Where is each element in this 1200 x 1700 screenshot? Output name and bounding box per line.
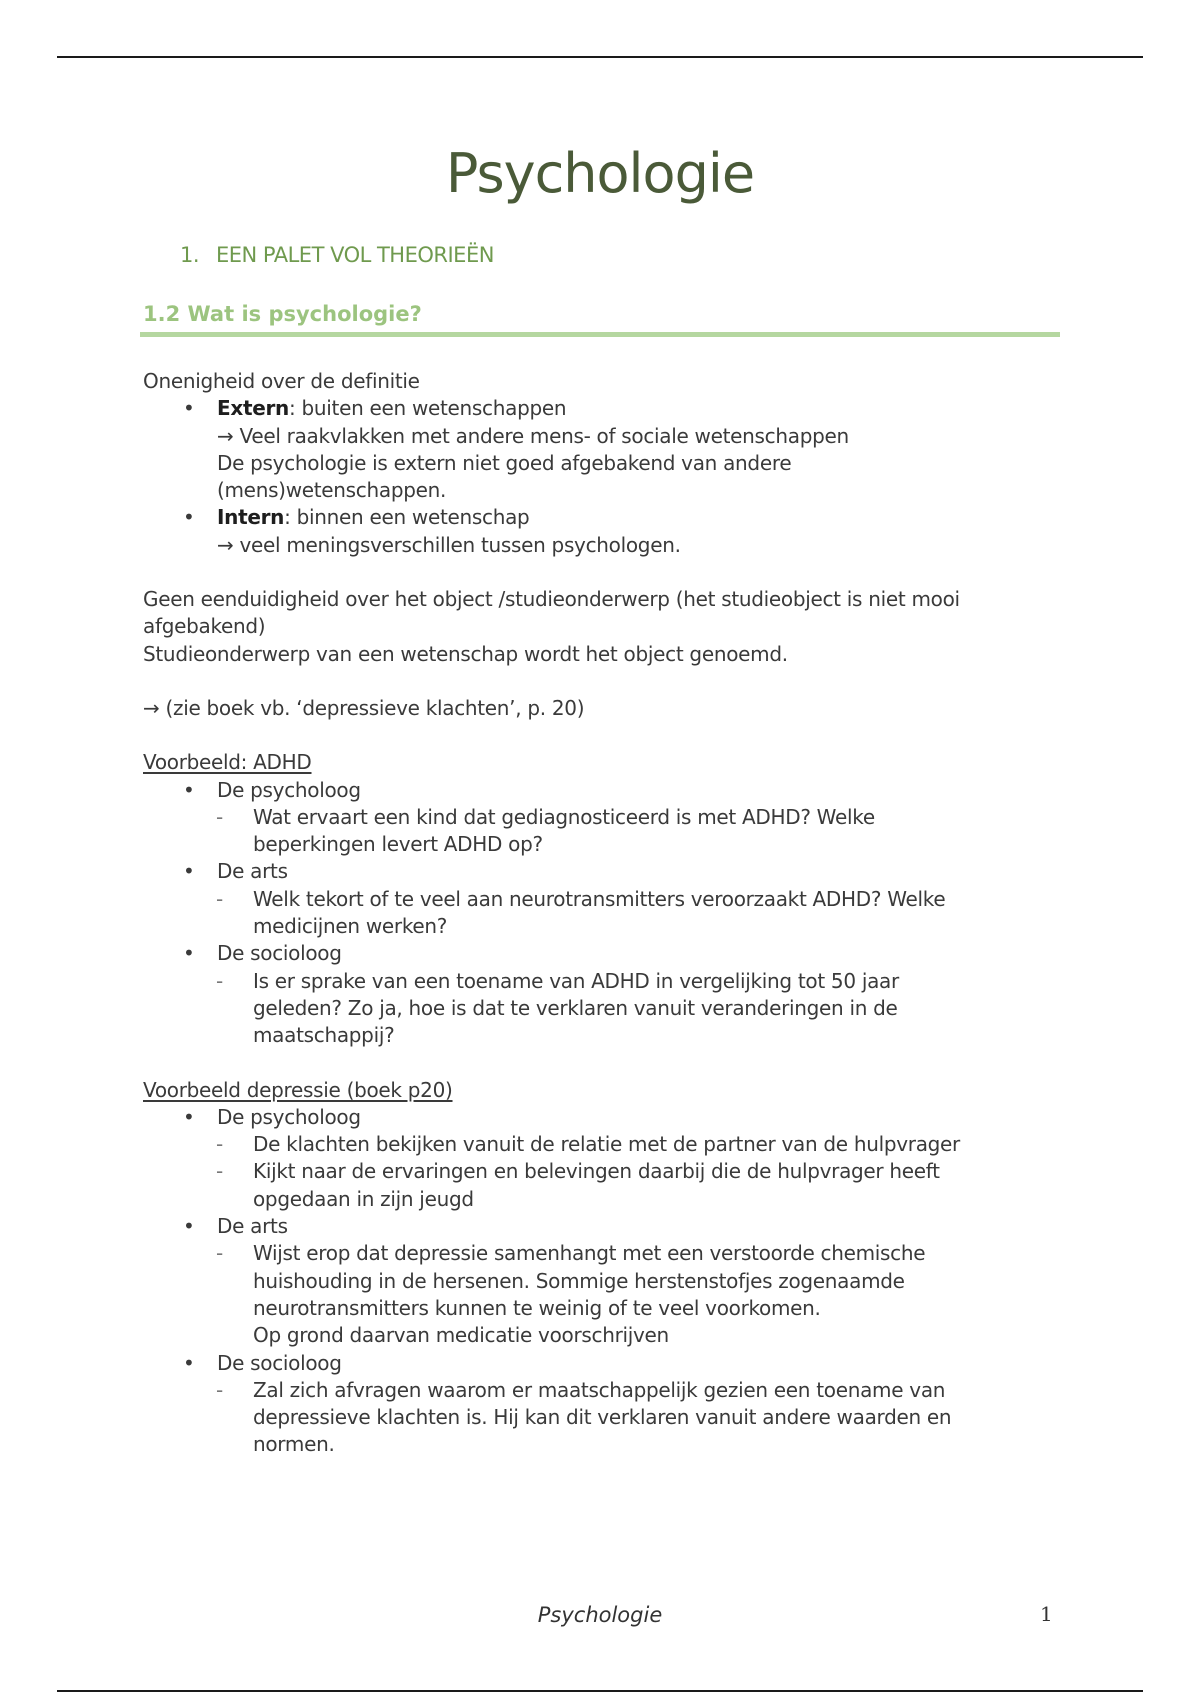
list-item xyxy=(143,1104,1063,1131)
bullet: • xyxy=(183,505,195,530)
document-title: Psychologie xyxy=(445,142,755,205)
term-intern: Intern xyxy=(217,505,285,530)
text-line: geleden? Zo ja, hoe is dat te verklaren vanuit veranderingen in de xyxy=(253,995,898,1020)
header-rule xyxy=(57,56,1143,58)
section-heading: 1.2 Wat is psychologie? xyxy=(143,302,422,326)
sub-item-text: Zal zich afvragen waarom er maatschappelijk gezien een toename van xyxy=(253,1377,946,1402)
paragraph: Studieonderwerp van een wetenschap wordt het object genoemd. xyxy=(143,641,788,666)
bullet: • xyxy=(183,1350,195,1375)
list-item xyxy=(143,1213,1063,1240)
list-item-label: De arts xyxy=(217,1214,288,1239)
list-item xyxy=(143,777,1063,804)
sub-item xyxy=(143,1240,1063,1267)
list-item xyxy=(143,1350,1063,1377)
text-line: opgedaan in zijn jeugd xyxy=(253,1186,474,1211)
chapter-label: EEN PALET VOL THEORIEËN xyxy=(216,243,494,267)
list-item xyxy=(143,858,1063,885)
bullet: • xyxy=(183,1104,195,1129)
list-item xyxy=(143,504,1063,531)
bullet: • xyxy=(183,777,195,802)
text-line: (mens)wetenschappen. xyxy=(217,478,447,503)
dash: - xyxy=(216,1377,223,1402)
sub-item-text: Wat ervaart een kind dat gediagnosticeerd is met ADHD? Welke xyxy=(253,804,875,829)
arrow-line: → veel meningsverschillen tussen psychologen. xyxy=(217,532,681,557)
text-line: maatschappij? xyxy=(253,1023,395,1048)
dash: - xyxy=(216,804,223,829)
chapter-number: 1. xyxy=(180,243,200,267)
example-heading-adhd: Voorbeeld: ADHD xyxy=(143,750,312,775)
sub-item-text: Wijst erop dat depressie samenhangt met een verstoorde chemische xyxy=(253,1241,926,1266)
footer-title: Psychologie xyxy=(537,1603,663,1627)
paragraph: Geen eenduidigheid over het object /studieonderwerp (het studieobject is niet mooi xyxy=(143,587,960,612)
sub-item-text: Is er sprake van een toename van ADHD in vergelijking tot 50 jaar xyxy=(253,968,899,993)
dash: - xyxy=(216,1159,223,1184)
sub-item-text: Welk tekort of te veel aan neurotransmitters veroorzaakt ADHD? Welke xyxy=(253,886,946,911)
text-line: Op grond daarvan medicatie voorschrijven xyxy=(253,1323,669,1348)
text-line: huishouding in de hersenen. Sommige herstenstofjes zogenaamde xyxy=(253,1268,905,1293)
section-rule xyxy=(140,332,1060,337)
dash: - xyxy=(216,1132,223,1157)
sub-item xyxy=(143,1131,1063,1158)
sub-item-text: Kijkt naar de ervaringen en belevingen daarbij die de hulpvrager heeft xyxy=(253,1159,940,1184)
bullet: • xyxy=(183,1214,195,1239)
list-item-label: De socioloog xyxy=(217,941,342,966)
chapter-heading xyxy=(180,243,494,267)
sub-item xyxy=(143,968,1063,995)
paragraph: → (zie boek vb. ‘depressieve klachten’, p. 20) xyxy=(143,695,585,720)
text-line: neurotransmitters kunnen te weinig of te veel voorkomen. xyxy=(253,1295,821,1320)
text-line: De psychologie is extern niet goed afgebakend van andere xyxy=(217,450,792,475)
term-definition: : binnen een wetenschap xyxy=(284,505,530,530)
bullet: • xyxy=(183,396,195,421)
list-item-label: De arts xyxy=(217,859,288,884)
term-extern: Extern xyxy=(217,396,289,421)
dash: - xyxy=(216,1241,223,1266)
example-heading-depressie: Voorbeeld depressie (boek p20) xyxy=(143,1077,453,1102)
paragraph: afgebakend) xyxy=(143,614,266,639)
text-line: beperkingen levert ADHD op? xyxy=(253,832,543,857)
sub-item xyxy=(143,1377,1063,1404)
term-definition: : buiten een wetenschappen xyxy=(289,396,567,421)
list-item xyxy=(143,395,1063,422)
arrow-line: → Veel raakvlakken met andere mens- of sociale wetenschappen xyxy=(217,423,849,448)
list-item xyxy=(143,940,1063,967)
dash: - xyxy=(216,968,223,993)
dash: - xyxy=(216,886,223,911)
text-line: normen. xyxy=(253,1432,335,1457)
page-number: 1 xyxy=(1040,1602,1053,1626)
sub-item xyxy=(143,1158,1063,1185)
document-body xyxy=(143,368,1063,1459)
list-item-label: De psycholoog xyxy=(217,777,361,802)
bullet: • xyxy=(183,941,195,966)
text-line: medicijnen werken? xyxy=(253,914,448,939)
sub-item xyxy=(143,886,1063,913)
footer-rule xyxy=(57,1690,1143,1692)
sub-item-text: De klachten bekijken vanuit de relatie met de partner van de hulpvrager xyxy=(253,1132,960,1157)
paragraph: Onenigheid over de definitie xyxy=(143,369,420,393)
list-item-label: De socioloog xyxy=(217,1350,342,1375)
sub-item xyxy=(143,804,1063,831)
text-line: depressieve klachten is. Hij kan dit verklaren vanuit andere waarden en xyxy=(253,1405,952,1430)
bullet: • xyxy=(183,859,195,884)
list-item-label: De psycholoog xyxy=(217,1104,361,1129)
